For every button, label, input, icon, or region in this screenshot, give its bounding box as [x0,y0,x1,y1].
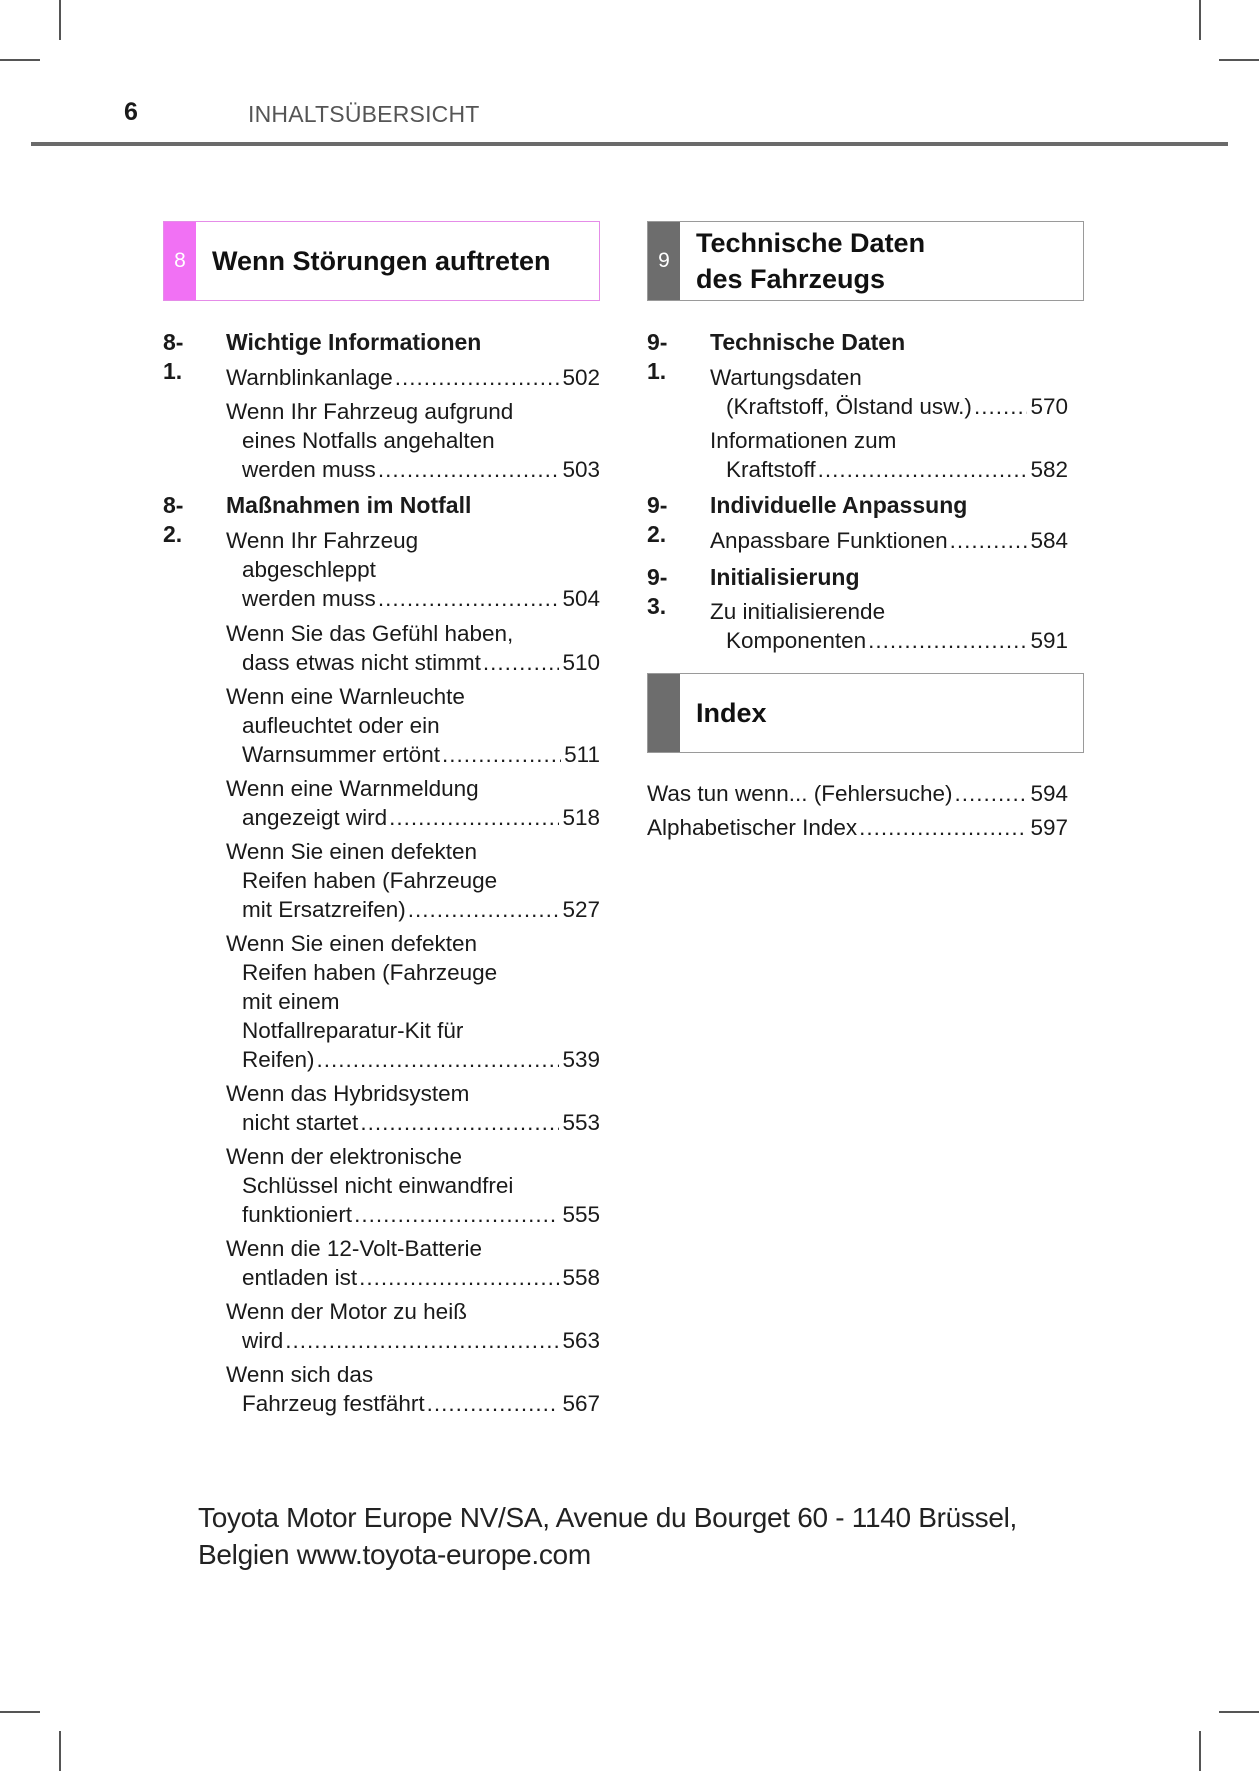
leader-dots [360,1108,559,1137]
entry-line: Alphabetischer Index [647,815,858,840]
page-title: INHALTSÜBERSICHT [248,101,480,127]
leader-dots [955,779,1028,808]
entry-line: Anpassbare Funktionen [710,528,948,553]
crop-mark [59,0,61,40]
entry-line: Wenn Ihr Fahrzeug aufgrund [226,399,514,424]
entry-line: Wartungsdaten [710,365,862,390]
index-heading[interactable] [647,673,1084,753]
toc-entry[interactable] [226,1297,600,1355]
entry-page: 510 [562,650,600,675]
entry-line: Wenn Sie das Gefühl haben, [226,621,514,646]
leader-dots [974,392,1028,421]
entry-page: 563 [562,1328,600,1353]
leader-dots [442,740,561,769]
entry-page: 504 [562,586,600,611]
toc-entry[interactable] [226,1360,600,1418]
entry-line: Zu initialisierende [710,599,886,624]
entry-line: Wenn der elektronische [226,1144,462,1169]
entry-line: angezeigt wird [242,805,388,830]
entry-line: mit Ersatzreifen) [242,897,406,922]
footer-line: Toyota Motor Europe NV/SA, Avenue du Bourget 60 - 1140 Brüssel, [198,1502,1018,1533]
header-rule [31,142,1228,146]
entry-line: Warnblinkanlage [226,365,393,390]
entry-line: Reifen) [242,1047,315,1072]
crop-mark [0,1711,40,1713]
entry-line: (Kraftstoff, Ölstand usw.) [726,394,972,419]
entry-page: 570 [1030,394,1068,419]
leader-dots [389,803,559,832]
toc-entry[interactable] [226,1234,600,1292]
section-title: Technische Daten [710,329,906,355]
entry-line: Fahrzeug festfährt [242,1391,425,1416]
entry-page: 558 [562,1265,600,1290]
leader-dots [378,584,560,613]
section-title: Initialisierung [710,564,860,590]
leader-dots [408,895,560,924]
entry-page: 582 [1030,457,1068,482]
crop-mark [1199,0,1201,40]
entry-line: Was tun wenn... (Fehlersuche) [647,781,953,806]
entry-line: eines Notfalls angehalten [242,428,495,453]
entry-page: 511 [564,742,600,767]
entry-line: Wenn Sie einen defekten [226,839,478,864]
leader-dots [395,363,560,392]
entry-line: mit einem [242,989,340,1014]
toc-entry[interactable] [710,363,1068,421]
entry-page: 502 [562,365,600,390]
entry-line: entladen ist [242,1265,358,1290]
chapter-9-title [680,222,925,300]
entry-line: Wenn eine Warnmeldung [226,776,479,801]
entry-page: 527 [562,897,600,922]
toc-entry[interactable] [647,779,1068,808]
entry-line: Wenn sich das [226,1362,374,1387]
entry-page: 503 [562,457,600,482]
section-title: Individuelle Anpassung [710,492,968,518]
entry-line: Reifen haben (Fahrzeuge [242,868,498,893]
section-number: 9-1. [647,329,668,384]
entry-line: Notfallreparatur-Kit für [242,1018,464,1043]
entry-line: Schlüssel nicht einwandfrei [242,1173,514,1198]
entry-line: Komponenten [726,628,867,653]
leader-dots [483,648,560,677]
entry-line: Reifen haben (Fahrzeuge [242,960,498,985]
footer-line: Belgien www.toyota-europe.com [198,1539,591,1570]
crop-mark [1199,1731,1201,1771]
leader-dots [354,1200,559,1229]
chapter-8-tab: 8 [164,222,196,300]
chapter-9-title-line: des Fahrzeugs [696,264,886,294]
entry-line: Wenn das Hybridsystem [226,1081,470,1106]
crop-mark [0,59,40,61]
leader-dots [427,1389,560,1418]
entry-line: Wenn der Motor zu heiß [226,1299,467,1324]
footer-address [198,1499,1017,1573]
entry-page: 584 [1030,528,1068,553]
entry-line: nicht startet [242,1110,359,1135]
index-title: Index [696,698,767,728]
leader-dots [285,1326,559,1355]
leader-dots [818,455,1028,484]
toc-entry[interactable] [710,597,1068,655]
chapter-9-title-line: Technische Daten [696,228,926,258]
leader-dots [950,526,1028,555]
toc-entry[interactable] [226,397,600,484]
section-number: 9-3. [647,564,668,619]
entry-page: 539 [562,1047,600,1072]
entry-page: 553 [562,1110,600,1135]
entry-line: werden muss [242,586,376,611]
leader-dots [317,1045,560,1074]
entry-page: 597 [1030,815,1068,840]
toc-entry[interactable] [226,837,600,924]
toc-entry[interactable] [226,1142,600,1229]
entry-page: 594 [1030,781,1068,806]
entry-page: 518 [562,805,600,830]
entry-page: 591 [1030,628,1068,653]
leader-dots [378,455,560,484]
toc-entry[interactable] [226,774,600,832]
toc-entry[interactable] [226,526,600,613]
entry-line: Wenn eine Warnleuchte [226,684,465,709]
toc-entry[interactable] [226,929,600,1074]
chapter-8-title: Wenn Störungen auftreten [212,246,551,276]
entry-line: Warnsummer ertönt [242,742,440,767]
toc-entry[interactable] [226,1079,600,1137]
crop-mark [1219,1711,1259,1713]
leader-dots [868,626,1027,655]
entry-line: abgeschleppt [242,557,376,582]
entry-page: 567 [562,1391,600,1416]
chapter-8-heading[interactable] [163,221,600,301]
entry-line: Wenn Sie einen defekten [226,931,478,956]
leader-dots [359,1263,559,1292]
section-number: 8-2. [163,492,184,547]
toc-entry[interactable] [226,363,600,392]
toc-entry[interactable] [647,813,1068,842]
entry-line: werden muss [242,457,376,482]
crop-mark [59,1731,61,1771]
section-title: Maßnahmen im Notfall [226,492,472,518]
section-number: 8-1. [163,329,184,384]
toc-entry[interactable] [710,426,1068,484]
entry-page: 555 [562,1202,600,1227]
toc-entry[interactable] [226,619,600,677]
entry-line: Wenn die 12-Volt-Batterie [226,1236,482,1261]
entry-line: aufleuchtet oder ein [242,713,440,738]
page-number: 6 [124,98,138,126]
section-number: 9-2. [647,492,668,547]
crop-mark [1219,59,1259,61]
leader-dots [859,813,1027,842]
entry-line: dass etwas nicht stimmt [242,650,481,675]
entry-line: Informationen zum [710,428,897,453]
entry-line: Wenn Ihr Fahrzeug [226,528,419,553]
toc-entry[interactable] [226,682,600,769]
chapter-9-tab: 9 [648,222,680,300]
toc-entry[interactable] [710,526,1068,555]
entry-line: Kraftstoff [726,457,816,482]
chapter-9-heading[interactable] [647,221,1084,301]
section-title: Wichtige Informationen [226,329,482,355]
entry-line: wird [242,1328,284,1353]
entry-line: funktioniert [242,1202,353,1227]
index-tab [648,674,680,752]
